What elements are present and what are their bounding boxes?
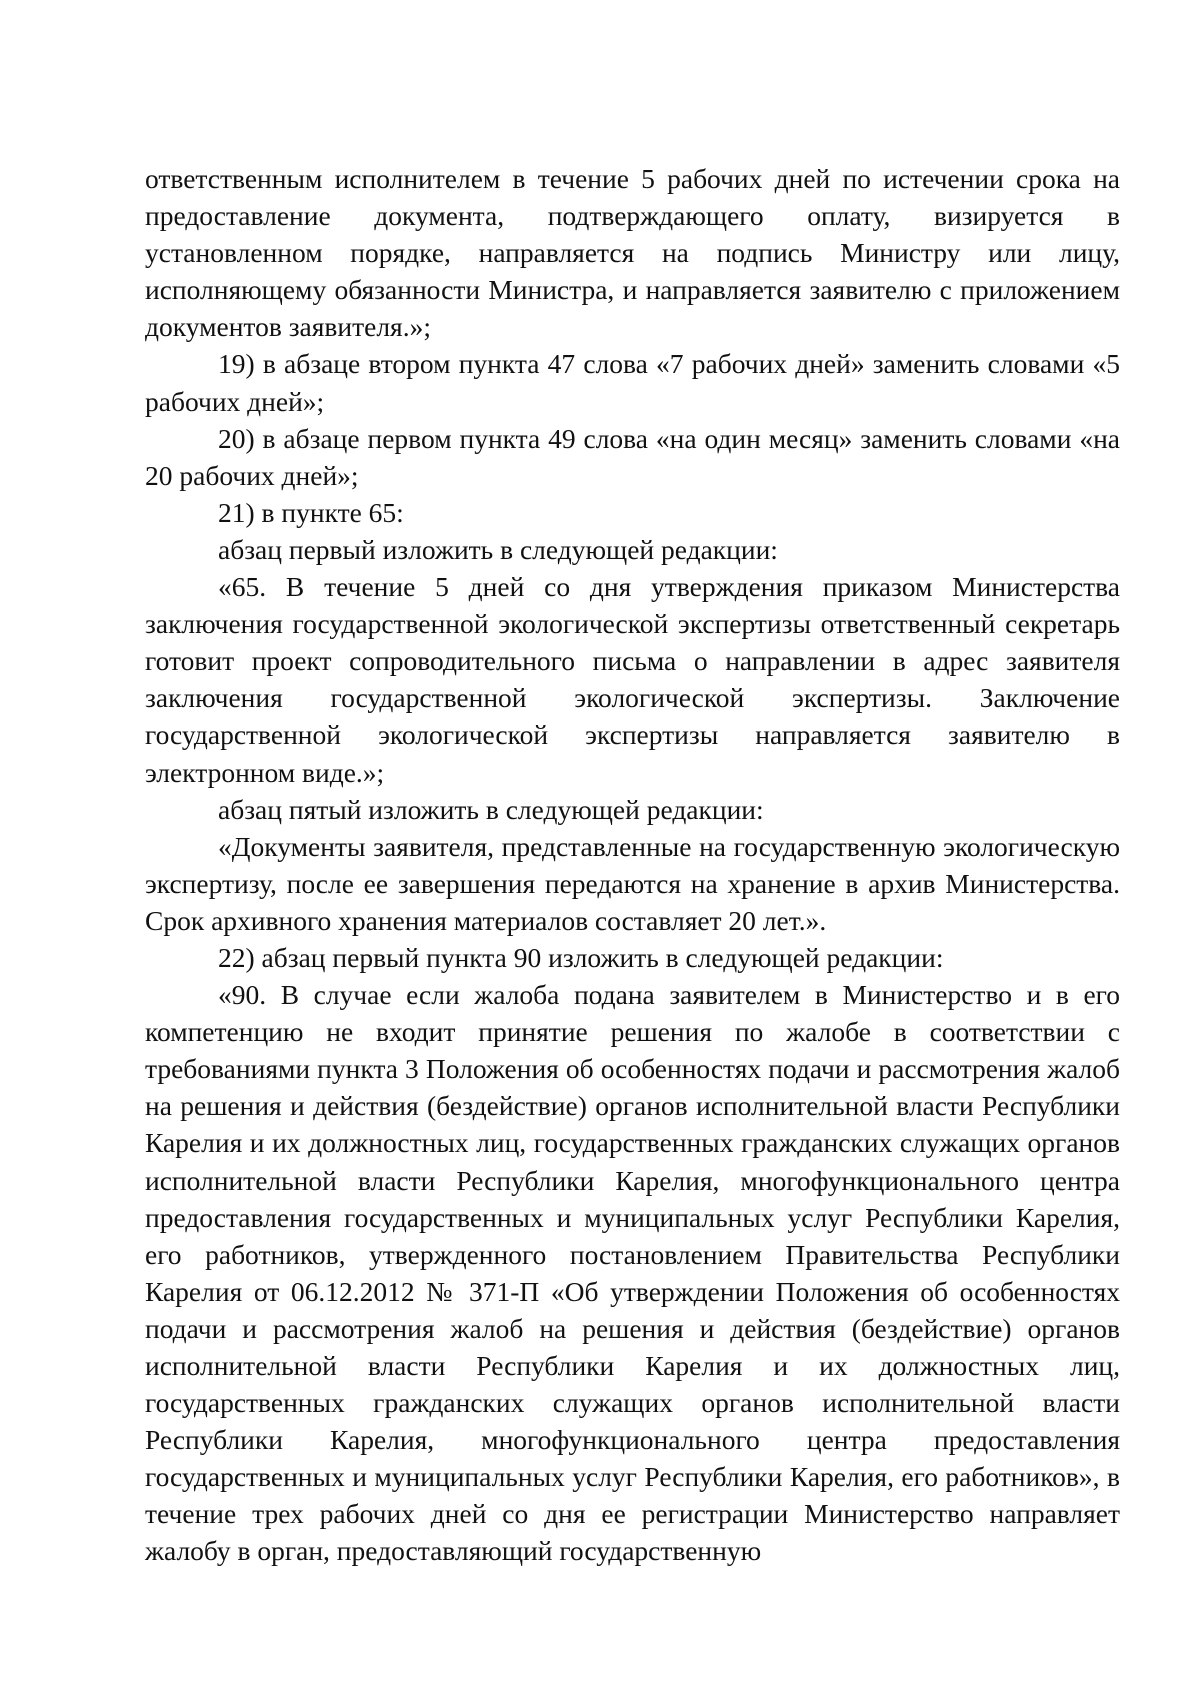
paragraph-abzac-first: абзац первый изложить в следующей редакции:: [218, 533, 778, 565]
paragraph-abzac-fifth: абзац пятый изложить в следующей редакции:: [218, 793, 764, 825]
paragraph-item-20: 20) в абзаце первом пункта 49 слова «на один месяц» заменить словами «на 20 рабочих дней»;: [145, 422, 1120, 491]
paragraph-item-21: 21) в пункте 65:: [218, 496, 404, 528]
paragraph-quote-90: «90. В случае если жалоба подана заявителем в Министерство и в его компетенцию не входит принятие решения по жалобе в соответствии с требованиями пункта 3 Положения об особенностях подачи и рассмотрения жалоб на решения и действия (бездействие) органов исполнительной власти Республики Карелия и их должностных лиц, государственных гражданских служащих органов исполнительной власти Республики Карелия, многофункционального центра предоставления государственных и муниципальных услуг Республики Карелия, его работников, утвержденного постановлением Правительства Республики Карелия от 06.12.2012 № 371-П «Об утверждении Положения об особенностях подачи и рассмотрения жалоб на решения и действия (бездействие) органов исполнительной власти Республики Карелия и их должностных лиц, государственных гражданских служащих органов исполнительной власти Республики Карелия, многофункционального центра предоставления государственных и муниципальных услуг Республики Карелия, его работников», в течение трех рабочих дней со дня ее регистрации Министерство направляет жалобу в орган, предоставляющий государственную: [145, 979, 1120, 1567]
paragraph-quote-65: «65. В течение 5 дней со дня утверждения приказом Министерства заключения государственной экологической экспертизы ответственный секретарь готовит проект сопроводительного письма о направлении в адрес заявителя заключения государственной экологической экспертизы. Заключение государственной экологической экспертизы направляется заявителю в электронном виде.»;: [145, 571, 1120, 788]
paragraph-continuation: ответственным исполнителем в течение 5 рабочих дней по истечении срока на предоставление документа, подтверждающего оплату, визируется в установленном порядке, направляется на подпись Министру или лицу, исполняющему обязанности Министра, и направляется заявителю с приложением документов заявителя.»;: [145, 163, 1120, 343]
paragraph-quote-documents: «Документы заявителя, представленные на государственную экологическую экспертизу, после ее завершения передаются на хранение в архив Министерства. Срок архивного хранения материалов составляет 20 лет.».: [145, 830, 1120, 936]
paragraph-item-22: 22) абзац первый пункта 90 изложить в следующей редакции:: [218, 941, 944, 973]
document-body: [145, 160, 1120, 1570]
paragraph-item-19: 19) в абзаце втором пункта 47 слова «7 рабочих дней» заменить словами «5 рабочих дней»;: [145, 348, 1120, 417]
